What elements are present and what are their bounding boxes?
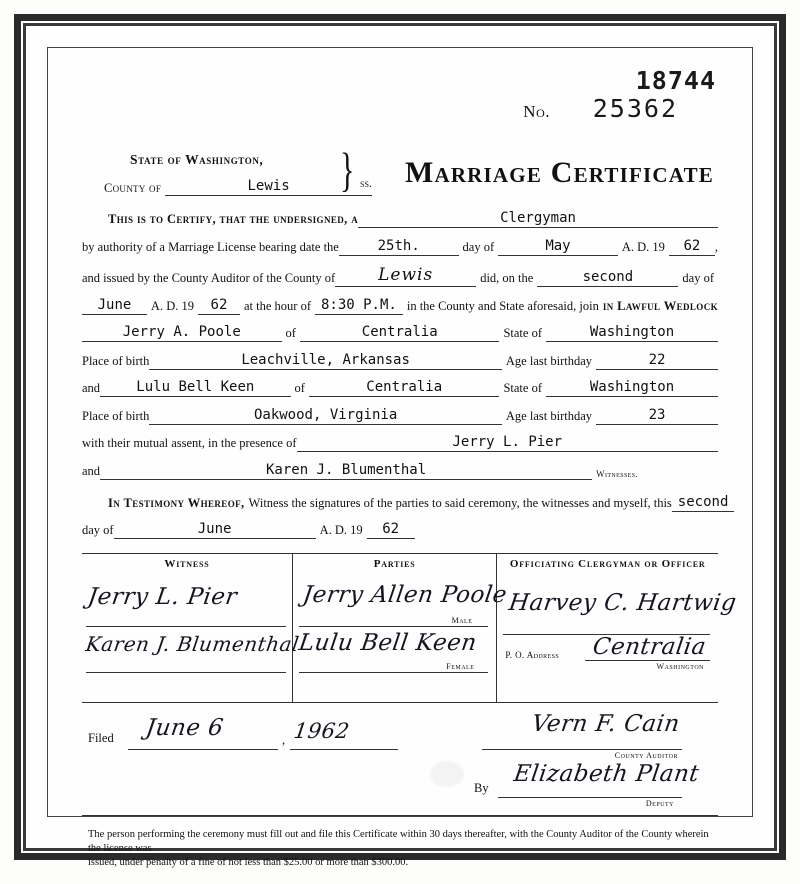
row-testimony [82,493,729,512]
party-signature-male: Jerry Allen Poole [301,582,509,608]
po-address-value: Centralia [591,634,709,660]
auditor-signature: Vern F. Cain [530,711,682,737]
day-of-label-2: day of [682,271,715,285]
county-value: Lewis [165,178,372,196]
groom-age-value: 22 [596,352,718,370]
testimony-day-of-label: day of [82,523,114,537]
footnote-line-2: issued, under penalty of a fine of not less than $25.00 or more than $300.00. [88,857,409,868]
row-ceremony-datetime [82,297,718,315]
po-address-label: P. O. Address [505,650,560,660]
groom-state-value: Washington [546,324,718,342]
ad-label: A. D. 19 [621,239,665,254]
groom-age-label: Age last birthday [505,353,592,368]
certificate-content [82,66,739,868]
row-groom [82,324,718,342]
bride-name-value: Lulu Bell Keen [100,379,290,397]
filing-block [82,703,718,816]
po-address-line [585,660,710,661]
groom-birthplace-label: Place of birth [82,353,150,368]
bride-state-value: Washington [546,379,718,397]
deputy-signature: Elizabeth Plant [512,761,701,787]
ceremony-month-value: June [82,297,147,315]
state-of-label-bride: State of [503,381,542,395]
party-signature-line-male [299,626,489,627]
ornamental-inner-frame [47,47,753,868]
officiant-signature: Harvey C. Hartwig [507,590,739,616]
stamp-number: 18744 [635,66,716,95]
officiant-role-value: Clergyman [358,210,718,228]
county-label: County of [104,181,162,195]
bride-age-label: Age last birthday [505,408,592,423]
ad-label-2: A. D. 19 [150,298,194,313]
certificate-number: 25362 [592,94,678,123]
paper-smudge [430,761,464,787]
witness-signature-1: Jerry L. Pier [86,584,239,610]
signature-column-officiant [497,554,739,702]
witness-signature-2: Karen J. Blumenthal [84,632,301,656]
row-witness-two [82,462,718,480]
witness-signature-line-2 [86,672,286,673]
groom-name-value: Jerry A. Poole [82,324,282,342]
license-year-value: 62 [669,238,715,256]
license-day-value: 25th. [339,238,459,256]
row-issued-by [82,265,718,287]
footnote-line-1: The person performing the ceremony must fill out and file this Certificate within 30 days thereafter, with the County Auditor of the County wherein the license was [88,829,709,854]
and-label-bride: and [82,381,101,395]
row-certify [82,210,718,228]
day-of-label: day of [462,239,495,254]
testimony-label: In Testimony Whereof, [108,495,245,510]
po-address-state: Washington [656,662,704,671]
state-county-block [104,152,374,196]
witness-column-header: Witness [164,558,210,570]
testimony-ad-label: A. D. 19 [319,523,363,537]
party-signature-female: Lulu Bell Keen [297,630,479,656]
no-label: No. [523,102,550,121]
state-line: State of Washington, [130,152,264,167]
parties-column-header: Parties [373,558,416,570]
row-witness-one [82,434,718,452]
witness-two-value: Karen J. Blumenthal [100,462,592,480]
witness-signature-line-1 [86,626,286,627]
bride-age-value: 23 [596,407,718,425]
ceremony-time-value: 8:30 P.M. [315,297,403,315]
did-on-label: did, on the [480,271,534,285]
bride-city-value: Centralia [309,379,499,397]
bride-birthplace-label: Place of birth [82,408,150,423]
row-license-date [82,238,718,256]
assent-label: with their mutual assent, in the presence of [82,436,297,450]
filed-comma: , [282,733,286,747]
license-month-value: May [498,238,618,256]
officiant-column-header: Officiating Clergyman or Officer [509,558,706,570]
signature-column-parties [293,554,509,702]
signature-column-witness [82,554,301,702]
in-county-label: in the County and State aforesaid, join [406,298,599,313]
ceremony-year-value: 62 [198,297,240,315]
testimony-text: Witness the signatures of the parties to said ceremony, the witnesses and myself, this [248,495,672,510]
period-1: , [714,239,718,254]
footnote-block [82,828,718,870]
filed-year-line [290,749,398,750]
issued-label: and issued by the County Auditor of the County of [82,271,336,285]
row-testimony-date [82,521,718,539]
certificate-header [82,143,718,210]
row-bride [82,379,718,397]
deputy-label: Deputy [645,799,674,808]
of-label-groom: of [285,326,296,340]
brace-glyph: } [340,143,355,197]
bride-birthplace-value: Oakwood, Virginia [149,407,502,425]
testimony-month-value: June [114,521,316,539]
ornamental-outer-frame [14,14,786,868]
ceremony-day-value: second [537,269,678,287]
auditor-signature-line [482,749,682,750]
page-title: Marriage Certificate [404,156,714,189]
ss-label: ss. [360,176,372,190]
authority-label: by authority of a Marriage License bearing date the [82,239,339,254]
certificate-number-bar [82,66,718,152]
signature-table [82,553,739,703]
testimony-year-value: 62 [367,521,415,539]
filed-date-value: June 6 [144,715,226,741]
certify-label: This is to Certify, that the undersigned, a [108,212,359,226]
male-label: Male [451,616,473,625]
filed-date-line [128,749,278,750]
deputy-signature-line [498,797,682,798]
county-auditor-label: County Auditor [614,751,678,760]
filed-label: Filed [88,731,114,745]
groom-birthplace-value: Leachville, Arkansas [149,352,502,370]
female-label: Female [446,662,475,671]
row-bride-birth [82,407,718,425]
by-label: By [474,781,489,795]
at-hour-label: at the hour of [243,298,311,313]
state-of-label-groom: State of [503,326,542,340]
groom-city-value: Centralia [300,324,500,342]
wedlock-label: in Lawful Wedlock [602,298,718,313]
party-signature-line-female [299,672,489,673]
witnesses-label: Witnesses. [596,468,639,479]
county-line [104,178,374,196]
testimony-day-value: second [672,494,735,512]
row-groom-birth [82,352,718,370]
of-label-bride: of [294,381,305,395]
and-label-witness: and [82,463,101,478]
issued-county-value: Lewis [335,265,476,287]
witness-one-value: Jerry L. Pier [297,434,718,452]
filed-year-value: 1962 [292,719,352,743]
